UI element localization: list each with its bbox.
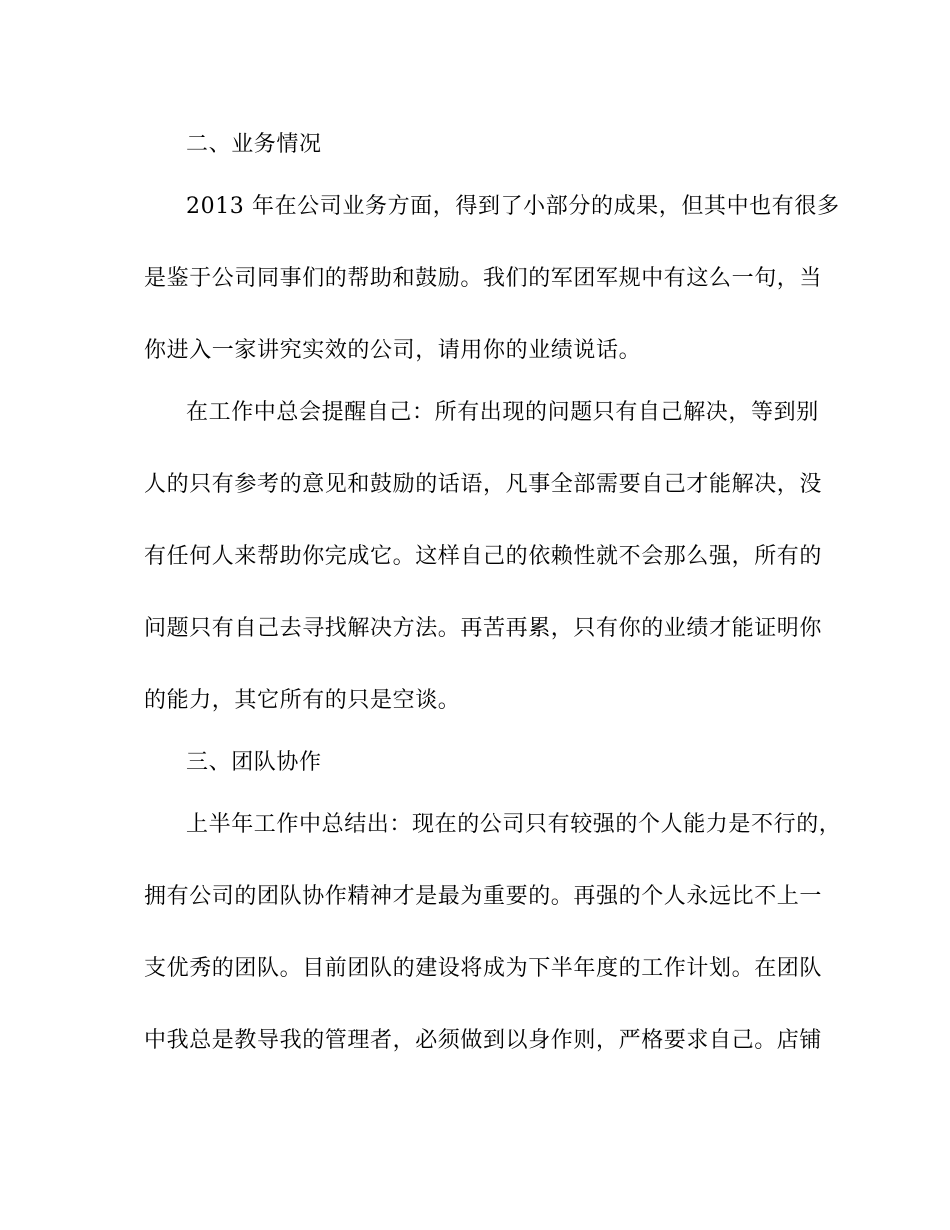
paragraph-line: 拥有公司的团队协作精神才是最为重要的。再强的个人永远比不上一 <box>144 884 823 909</box>
paragraph-line: 在工作中总会提醒自己：所有出现的问题只有自己解决，等到别 <box>186 400 819 425</box>
paragraph-line: 是鉴于公司同事们的帮助和鼓励。我们的军团军规中有这么一句，当 <box>144 266 823 291</box>
paragraph-line: 问题只有自己去寻找解决方法。再苦再累，只有你的业绩才能证明你 <box>144 616 823 641</box>
paragraph-line: 上半年工作中总结出：现在的公司只有较强的个人能力是不行的， <box>186 812 842 837</box>
paragraph-line: 人的只有参考的意见和鼓励的话语，凡事全部需要自己才能解决，没 <box>144 472 823 497</box>
paragraph-line: 支优秀的团队。目前团队的建设将成为下半年度的工作计划。在团队 <box>144 956 823 981</box>
paragraph-line: 有任何人来帮助你完成它。这样自己的依赖性就不会那么强，所有的 <box>144 544 823 569</box>
paragraph-line: 你进入一家讲究实效的公司，请用你的业绩说话。 <box>144 338 642 363</box>
section-heading-teamwork: 三、团队协作 <box>186 750 322 775</box>
paragraph-line: 中我总是教导我的管理者，必须做到以身作则，严格要求自己。店铺 <box>144 1028 823 1053</box>
paragraph-line: 2013 年在公司业务方面，得到了小部分的成果，但其中也有很多 <box>186 194 840 219</box>
paragraph-line: 的能力，其它所有的只是空谈。 <box>144 688 461 713</box>
section-heading-business: 二、业务情况 <box>186 132 322 157</box>
